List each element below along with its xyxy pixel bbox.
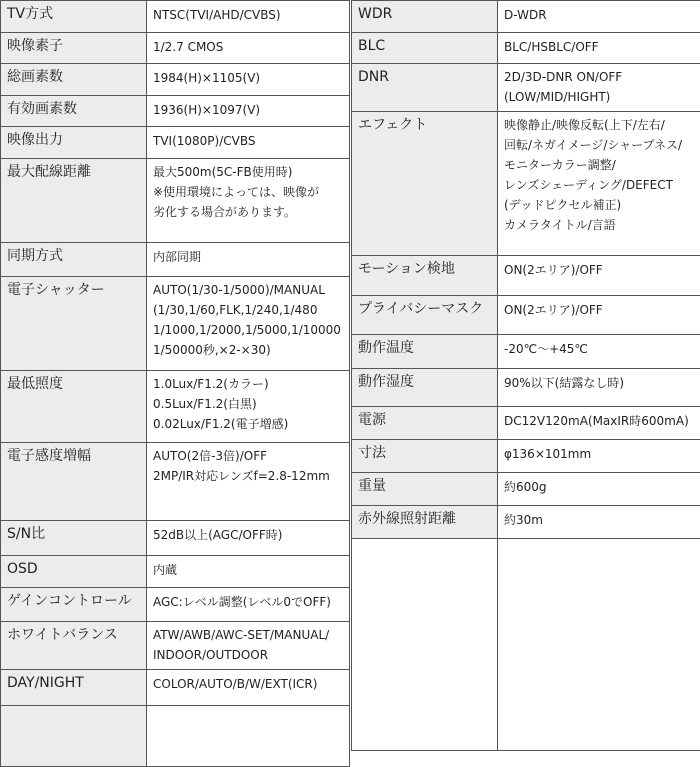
spec-label [352,539,498,751]
spec-row [1,243,350,277]
spec-label: WDR [352,1,498,33]
spec-value: 1984(H)×1105(V) [147,64,350,96]
spec-row [1,622,350,670]
spec-label: ホワイトバランス [1,622,147,670]
spec-value: 1/2.7 CMOS [147,33,350,64]
spec-value: 2D/3D-DNR ON/OFF (LOW/MID/HIGHT) [498,64,700,112]
spec-row [352,296,700,335]
spec-label: 映像出力 [1,127,147,159]
spec-row [1,670,350,706]
spec-row [352,440,700,473]
spec-row [1,96,350,127]
spec-value: NTSC(TVI/AHD/CVBS) [147,1,350,33]
spec-value: AUTO(2倍-3倍)/OFF 2MP/IR対応レンズf=2.8-12mm [147,443,350,521]
spec-label: プライバシーマスク [352,296,498,335]
spec-row [1,371,350,443]
spec-value: 1936(H)×1097(V) [147,96,350,127]
spec-value: 約600g [498,473,700,506]
spec-value: 52dB以上(AGC/OFF時) [147,521,350,556]
spec-row [352,112,700,256]
spec-row [352,256,700,296]
spec-value: D-WDR [498,1,700,33]
spec-value: AUTO(1/30-1/5000)/MANUAL (1/30,1/60,FLK,1/240,1/480 1/1000,1/2000,1/5000,1/10000 1/50000秒,×2-×30) [147,277,350,371]
spec-label: 最大配線距離 [1,159,147,243]
spec-value: -20℃～+45℃ [498,335,700,369]
spec-row [1,706,350,767]
spec-label [1,706,147,767]
spec-row [352,473,700,506]
spec-value: 最大500m(5C-FB使用時) ※使用環境によっては、映像が 劣化する場合があります。 [147,159,350,243]
spec-label: ゲインコントロール [1,588,147,622]
spec-row [1,159,350,243]
spec-label: 映像素子 [1,33,147,64]
spec-row [1,33,350,64]
spec-label: DAY/NIGHT [1,670,147,706]
spec-row [1,521,350,556]
spec-value: ON(2エリア)/OFF [498,256,700,296]
spec-label: 寸法 [352,440,498,473]
spec-value: 内部同期 [147,243,350,277]
spec-label: 有効画素数 [1,96,147,127]
spec-row [352,506,700,539]
spec-value: ATW/AWB/AWC-SET/MANUAL/ INDOOR/OUTDOOR [147,622,350,670]
spec-label: 動作湿度 [352,369,498,407]
spec-value: TVI(1080P)/CVBS [147,127,350,159]
spec-value: 90%以下(結露なし時) [498,369,700,407]
spec-label: 電子感度増幅 [1,443,147,521]
spec-row [352,33,700,64]
spec-label: TV方式 [1,1,147,33]
spec-value: 1.0Lux/F1.2(カラー) 0.5Lux/F1.2(白黒) 0.02Lux/F1.2(電子増感) [147,371,350,443]
spec-row [352,407,700,440]
spec-label: 赤外線照射距離 [352,506,498,539]
spec-label: 重量 [352,473,498,506]
spec-label: OSD [1,556,147,588]
spec-row [1,127,350,159]
spec-value: 内蔵 [147,556,350,588]
spec-value: ON(2エリア)/OFF [498,296,700,335]
spec-row [1,277,350,371]
spec-value: DC12V120mA(MaxIR時600mA) [498,407,700,440]
spec-value: 約30m [498,506,700,539]
spec-table-right [351,0,700,751]
spec-row [1,588,350,622]
spec-value: BLC/HSBLC/OFF [498,33,700,64]
spec-label: 電源 [352,407,498,440]
spec-value [147,706,350,767]
spec-value: COLOR/AUTO/B/W/EXT(ICR) [147,670,350,706]
spec-label: 最低照度 [1,371,147,443]
spec-row [352,1,700,33]
spec-value: AGC:レベル調整(レベル0でOFF) [147,588,350,622]
spec-label: 同期方式 [1,243,147,277]
spec-value: 映像静止/映像反転(上下/左右/ 回転/ネガイメージ/シャープネス/ モニターカラー調整/ レンズシェーディング/DEFECT (デッドピクセル補正) カメラタイトル/言語 [498,112,700,256]
spec-label: DNR [352,64,498,112]
spec-row [352,335,700,369]
spec-row [1,443,350,521]
spec-label: 総画素数 [1,64,147,96]
spec-label: 動作温度 [352,335,498,369]
spec-label: S/N比 [1,521,147,556]
spec-row [352,539,700,751]
spec-row [352,64,700,112]
spec-row [1,1,350,33]
spec-label: BLC [352,33,498,64]
spec-row [352,369,700,407]
spec-label: モーション検地 [352,256,498,296]
spec-value: φ136×101mm [498,440,700,473]
spec-label: エフェクト [352,112,498,256]
spec-row [1,556,350,588]
spec-value [498,539,700,751]
spec-label: 電子シャッター [1,277,147,371]
spec-row [1,64,350,96]
